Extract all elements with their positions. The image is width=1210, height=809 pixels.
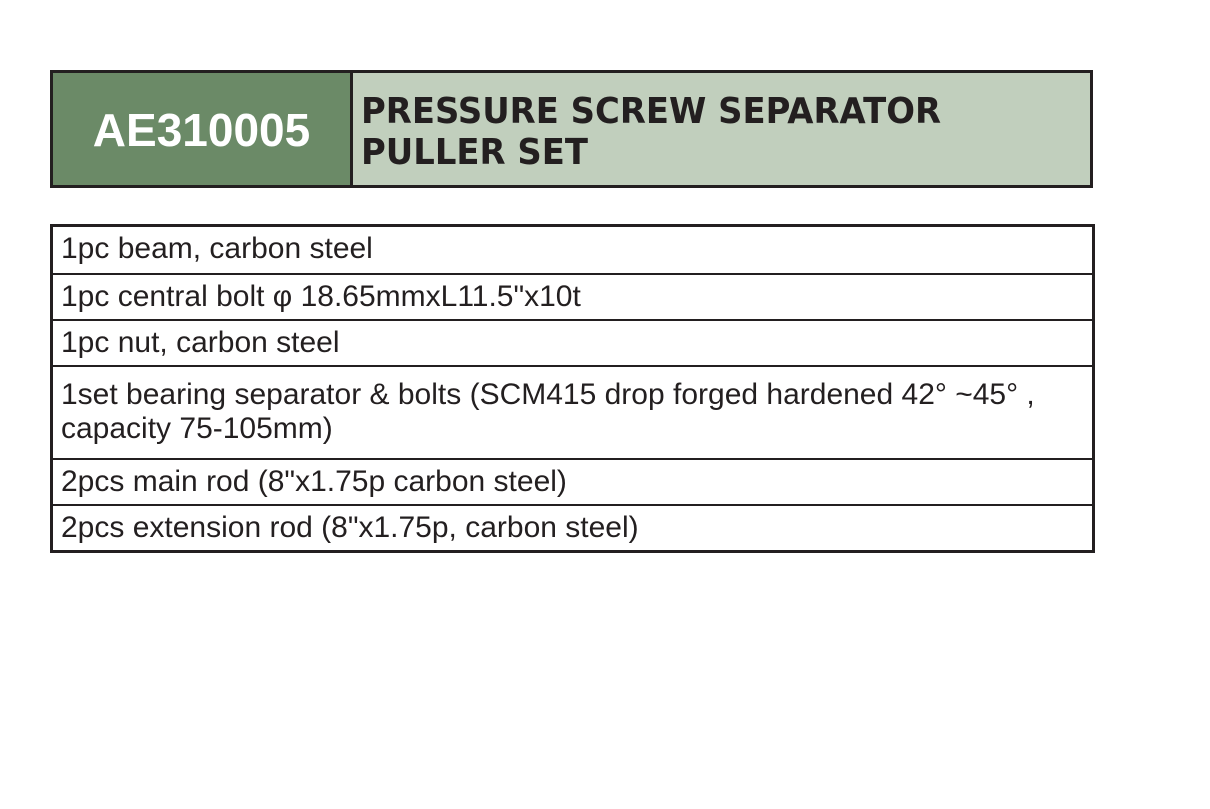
product-title-cell (353, 73, 1090, 185)
product-code-cell (53, 73, 353, 185)
spec-row-bearing-separator: 1set bearing separator & bolts (SCM415 drop forged hardened 42° ~45° , capacity 75-105mm) (53, 365, 1092, 458)
spec-row-extension-rod: 2pcs extension rod (8"x1.75p, carbon steel) (53, 504, 1092, 550)
spec-table (50, 224, 1095, 553)
spec-row-central-bolt: 1pc central bolt φ 18.65mmxL11.5"x10t (53, 273, 1092, 319)
spec-row-nut: 1pc nut, carbon steel (53, 319, 1092, 365)
product-header (50, 70, 1093, 188)
spec-row-main-rod: 2pcs main rod (8"x1.75p carbon steel) (53, 458, 1092, 504)
product-code: AE310005 (92, 104, 311, 156)
product-title: PRESSURE SCREW SEPARATOR PULLER SET (361, 91, 942, 173)
spec-row-beam: 1pc beam, carbon steel (61, 232, 373, 265)
